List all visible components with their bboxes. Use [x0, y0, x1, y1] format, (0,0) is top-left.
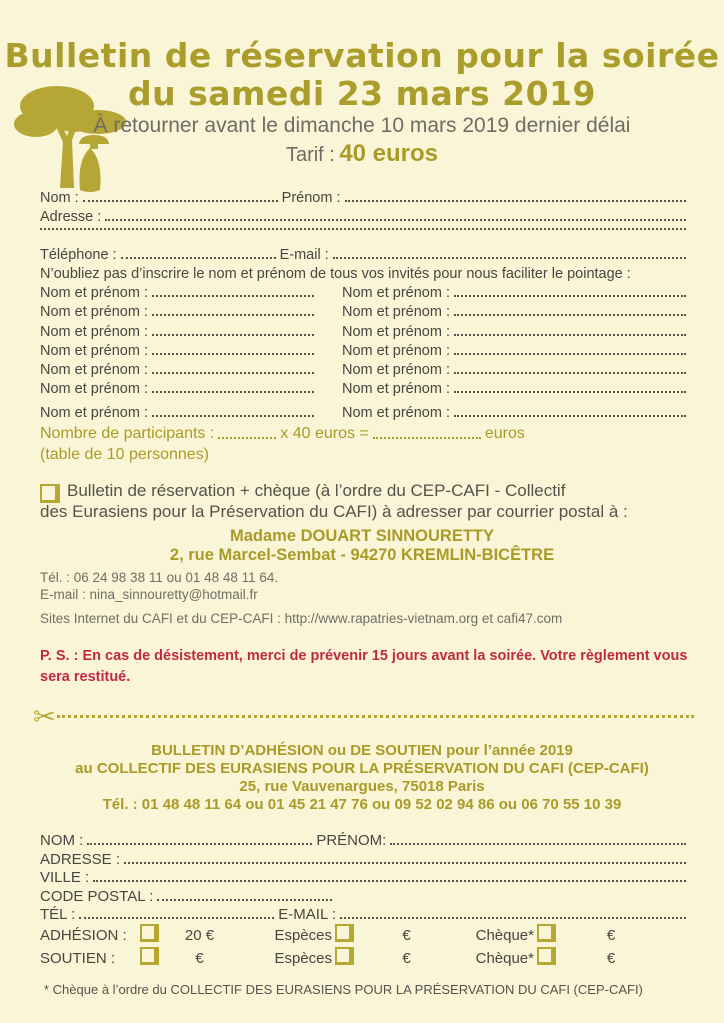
recipient-address: 2, rue Marcel-Sembat - 94270 KREMLIN-BICÊTRE: [169, 546, 555, 564]
email-field[interactable]: [333, 257, 686, 259]
soutien-especes-checkbox[interactable]: [335, 947, 354, 965]
membership-header-line3: 25, rue Vauvenargues, 75018 Paris: [239, 778, 485, 795]
m-prenom-label: PRÉNOM:: [316, 832, 387, 849]
adhesion-cheque-checkbox[interactable]: [537, 924, 556, 942]
tarif-label: Tarif :: [285, 144, 335, 166]
telephone-label: Téléphone :: [40, 247, 117, 263]
guest-field[interactable]: [454, 334, 686, 336]
soutien-cheque-checkbox[interactable]: [537, 947, 556, 965]
guest-row: Nom et prénom : Nom et prénom :: [40, 304, 690, 323]
m-nom-field[interactable]: [87, 843, 312, 845]
guest-row: Nom et prénom : Nom et prénom :: [40, 343, 690, 362]
guest-row: Nom et prénom : Nom et prénom :: [40, 324, 690, 343]
soutien-row: [40, 947, 690, 969]
telephone-field[interactable]: [121, 257, 276, 259]
nom-label: Nom :: [40, 190, 79, 206]
participants-note: (table de 10 personnes): [40, 446, 209, 463]
mail-instruction: [40, 481, 565, 503]
m-ville-label: VILLE :: [40, 869, 90, 886]
m-ville-field[interactable]: [93, 880, 686, 882]
cut-dotted-line: [57, 715, 694, 718]
email-label: E-mail :: [279, 247, 329, 263]
cut-line: [32, 703, 694, 731]
guest-list: [40, 285, 690, 425]
mail-instruction-line2: des Eurasiens pour la Préservation du CAFI) à adresser par courrier postal à :: [40, 502, 628, 521]
page-title-line2: du samedi 23 mars 2019: [127, 74, 597, 113]
membership-header-line1: BULLETIN D’ADHÉSION ou DE SOUTIEN pour l’année 2019: [151, 742, 573, 759]
guest-row: Nom et prénom : Nom et prénom :: [40, 362, 690, 381]
m-city-row: [40, 869, 690, 886]
adhesion-row: [40, 924, 690, 946]
m-email-field[interactable]: [340, 917, 686, 919]
adhesion-checkbox[interactable]: [140, 924, 159, 942]
adhesion-especes-checkbox[interactable]: [335, 924, 354, 942]
mail-instruction-line1: Bulletin de réservation + chèque (à l’ordre du CEP-CAFI - Collectif: [67, 481, 566, 500]
guest-field[interactable]: [152, 334, 314, 336]
m-adresse-label: ADRESSE :: [40, 851, 121, 868]
m-prenom-field[interactable]: [390, 843, 686, 845]
contact-email: E-mail : nina_sinnouretty@hotmail.fr: [40, 587, 258, 602]
m-tel-field[interactable]: [79, 917, 274, 919]
contact-tel: Tél. : 06 24 98 38 11 ou 01 48 48 11 64.: [40, 570, 279, 585]
guest-field[interactable]: [152, 314, 314, 316]
prenom-label: Prénom :: [281, 190, 341, 206]
m-code-postal-field[interactable]: [157, 899, 332, 901]
adresse-field[interactable]: [105, 219, 686, 221]
membership-header-line4: Tél. : 01 48 48 11 64 ou 01 45 21 47 76 ou 09 52 02 94 86 ou 06 70 55 10 39: [102, 796, 622, 813]
m-tel-email-row: [40, 906, 690, 923]
m-address-row: [40, 851, 690, 868]
adresse-field-line2[interactable]: [40, 228, 686, 230]
guests-note: N’oubliez pas d’inscrire le nom et prénom de tous vos invités pour nous faciliter le pointage :: [40, 266, 631, 282]
membership-header-line2: au COLLECTIF DES EURASIENS POUR LA PRÉSERVATION DU CAFI (CEP-CAFI): [75, 760, 649, 777]
participants-row: [40, 425, 690, 443]
m-email-label: E-MAIL :: [278, 906, 337, 923]
soutien-label: SOUTIEN :: [40, 949, 116, 967]
m-name-row: [40, 832, 690, 849]
reservation-checkbox[interactable]: [40, 484, 60, 503]
deadline-subtitle: À retourner avant le dimanche 10 mars 2019 dernier délai: [93, 114, 631, 137]
guest-field[interactable]: [152, 372, 314, 374]
adresse-label: Adresse :: [40, 209, 102, 225]
guest-field[interactable]: [454, 391, 686, 393]
ps-note: P. S. : En cas de désistement, merci de prévenir 15 jours avant la soirée. Votre règlement vous sera restitué.: [40, 648, 688, 685]
guest-row: Nom et prénom : Nom et prénom :: [40, 285, 690, 304]
guest-field[interactable]: [152, 353, 314, 355]
guest-field[interactable]: [152, 391, 314, 393]
m-postal-row: [40, 888, 690, 905]
name-row: [40, 190, 690, 206]
guest-field[interactable]: [152, 415, 314, 417]
participants-count-field[interactable]: [218, 437, 276, 439]
address-row-2: [40, 228, 690, 234]
guest-field[interactable]: [454, 372, 686, 374]
websites-line: Sites Internet du CAFI et du CEP-CAFI : http://www.rapatries-vietnam.org et cafi47.com: [40, 611, 563, 626]
participants-total-field[interactable]: [373, 437, 481, 439]
guest-field[interactable]: [454, 314, 686, 316]
soutien-cheque-label: Chèque*: [475, 949, 534, 967]
soutien-amount: €: [195, 949, 204, 967]
guest-field[interactable]: [454, 295, 686, 297]
guest-field[interactable]: [152, 295, 314, 297]
page-title-line1: Bulletin de réservation pour la soirée: [4, 36, 720, 75]
participants-label: Nombre de participants :: [40, 425, 215, 442]
adhesion-label: ADHÉSION :: [40, 926, 127, 944]
adhesion-especes-amount: €: [402, 926, 411, 944]
m-tel-label: TÉL :: [40, 906, 76, 923]
prenom-field[interactable]: [345, 200, 686, 202]
participants-mid: x 40 euros =: [280, 425, 369, 442]
guest-row: Nom et prénom : Nom et prénom :: [40, 405, 690, 424]
phone-email-row: [40, 247, 690, 263]
adhesion-cheque-label: Chèque*: [475, 926, 534, 944]
m-nom-label: NOM :: [40, 832, 84, 849]
m-code-postal-label: CODE POSTAL :: [40, 888, 154, 905]
nom-field[interactable]: [83, 200, 278, 202]
tarif-line: [0, 140, 724, 168]
address-row: [40, 209, 690, 225]
guest-field[interactable]: [454, 353, 686, 355]
tarif-value: 40 euros: [339, 140, 439, 167]
adhesion-especes-label: Espèces: [274, 926, 332, 944]
guest-row: Nom et prénom : Nom et prénom :: [40, 381, 690, 400]
recipient-name: Madame DOUART SINNOURETTY: [229, 527, 495, 545]
soutien-cheque-amount: €: [606, 949, 616, 967]
scissors-icon: ✂: [32, 703, 57, 731]
soutien-checkbox[interactable]: [140, 947, 159, 965]
soutien-especes-amount: €: [402, 949, 411, 967]
soutien-especes-label: Espèces: [274, 949, 332, 967]
participants-end: euros: [484, 425, 525, 442]
adhesion-amount: 20 €: [184, 926, 215, 944]
cheque-footnote: * Chèque à l’ordre du COLLECTIF DES EURASIENS POUR LA PRÉSERVATION DU CAFI (CEP-CAFI): [44, 982, 643, 997]
m-adresse-field[interactable]: [124, 862, 686, 864]
guest-field[interactable]: [454, 415, 686, 417]
adhesion-cheque-amount: €: [606, 926, 616, 944]
